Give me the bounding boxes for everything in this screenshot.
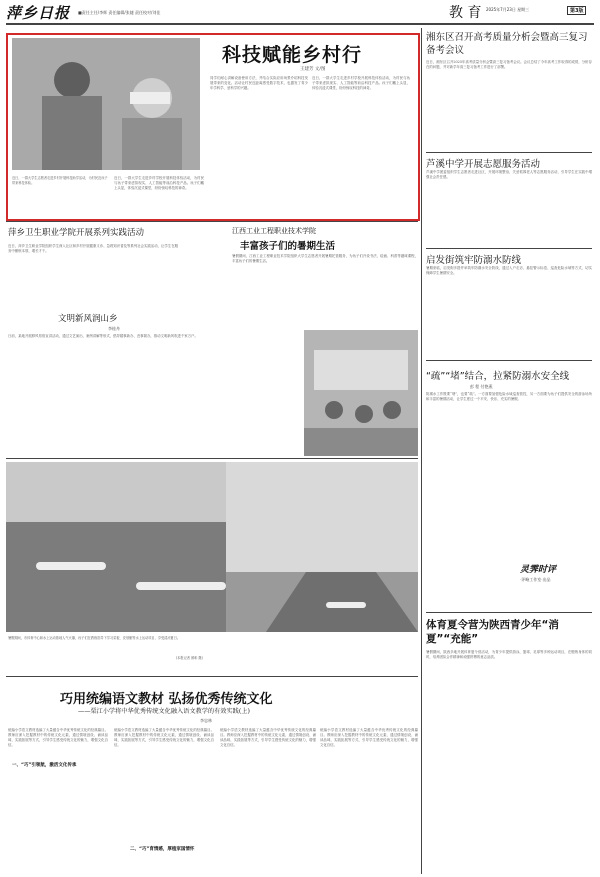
lead-photo (12, 38, 200, 170)
middle-article-3-body: 暑假期间，江西工业工程职业技术学院组织大学生志愿者开展暑期托管服务，为孩子们开设书法、绘画、科普等趣味课程，丰富孩子们的暑期生活。 (232, 254, 418, 263)
bottom-article-subhead-2: 二、“巧”育情感，厚植家国情怀 (130, 847, 195, 852)
lead-body-left: 近日，一群大学生走进乡村学校开展科技体验活动，为村民与孩子带来虚拟现实、人工智能等前沿科技产品。孩子们戴上头显，体验沉浸式课堂，纷纷惊叹科技的神奇。 (114, 176, 204, 190)
bottom-article-subtitle: ——栗江小学将中华优秀传统文化融入语文教学的有效实践(上) (78, 708, 250, 715)
pool-photo-caption: 暑假期间，市体育中心和水上运动基地人气火爆，孩子们在教练指导下学习桨板、皮划艇等水上运动项目，享受清凉夏日。 (8, 636, 181, 640)
divider (426, 152, 592, 153)
page-number: 第3版 (567, 6, 586, 15)
column-divider (421, 28, 422, 874)
right-article-5-body: 暑假期间，陕西多地开展体育夏令营活动，为青少年提供游泳、篮球、足球等多种运动项目，在锻炼身体的同时，培养团队合作精神和顽强拼搏的意志品质。 (426, 650, 592, 659)
newspaper-logo: 萍乡日报 (6, 4, 71, 22)
middle-article-2-body: 日前，某地开展移风易俗宣讲活动，通过文艺演出、案例讲解等形式，倡导婚事新办、丧事简办，推动文明新风吹进千家万户。 (8, 334, 198, 338)
lead-byline: 王建芳 文/图 (300, 67, 326, 72)
lead-headline: 科技赋能乡村行 (222, 44, 363, 66)
right-article-4-title: “疏”“堵”结合，拉紧防溺水安全线 (426, 371, 570, 382)
staff-credits: ■责任主任/李辉 责任编辑/张婕 责任校对/刘佳 (78, 10, 161, 15)
divider (426, 248, 592, 249)
bottom-article-title: 巧用统编语文教材 弘扬优秀传统文化 (60, 692, 273, 707)
bottom-article-col-4: 统编小学语文教材选编了大量蕴含中华优秀传统文化的经典篇目。教师应深入挖掘教材中的传统文化元素，通过情境创设、诵读品味、实践拓展等方式，引导学生感受传统文化的魅力，增强文化自信。 (320, 728, 418, 747)
section-divider (6, 458, 418, 459)
right-article-5-title: 体育夏令营为陕西青少年“消夏”“充能” (426, 619, 559, 645)
right-article-3-body: 暑期来临，启发街多措并举筑牢防溺水安全防线，通过入户走访、悬挂警示标语、巡查危险水域等方式，切实保障学生暑期安全。 (426, 266, 592, 275)
bottom-article-subhead-1: 一、“巧”引领航，激活文化传承 (12, 763, 77, 768)
right-article-2-body: 芦溪中学团委组织学生志愿者走进社区，开展环境整治、关爱孤寡老人等志愿服务活动，引导学生在实践中增强社会责任感。 (426, 170, 592, 179)
issue-date: 2025年7月23日 星期三 (486, 7, 530, 12)
middle-article-2-title: 文明新风润山乡 (58, 314, 118, 324)
pool-photo (6, 462, 418, 632)
lead-photo-caption: 近日，一群大学生志愿者走进乡村开展科技助学活动，为村民及孩子带来科技体验。 (12, 176, 108, 185)
middle-article-2-byline: 李桂舟 (108, 326, 120, 331)
right-article-2-title: 芦溪中学开展志愿服务活动 (426, 159, 541, 170)
right-article-3-title: 启发街筑牢防溺水防线 (426, 255, 522, 266)
middle-article-3-title: 丰富孩子们的暑期生活 (240, 241, 336, 252)
divider (426, 612, 592, 613)
right-article-4-byline: 彭 程 付艳燕 (470, 384, 493, 389)
section-name: 教 育 (449, 5, 482, 21)
right-article-1-body: 近日，湘东区召开2025年高考质量分析会暨高三复习备考会议。会议总结了今年高考工作取得的成绩，分析存在的问题，并对新学年高三复习备考工作进行了部署。 (426, 60, 592, 69)
right-article-4-body: 防溺水工作既要“堵”，也要“疏”。一方面要加强危险水域巡查管控，另一方面要为孩子们提供安全的游泳场所和丰富的暑期活动，让学生度过一个平安、快乐、充实的暑假。 (426, 392, 592, 401)
middle-article-1-title: 萍乡卫生职业学院开展系列实践活动 (8, 228, 145, 238)
section-divider (6, 676, 418, 677)
bottom-article-byline: 李忠林 (200, 718, 212, 723)
middle-article-3-kicker: 江西工业工程职业技术学院 (232, 227, 316, 235)
commentary-logo (520, 562, 592, 588)
middle-article-3-photo (304, 330, 418, 456)
masthead-rule (6, 23, 594, 25)
right-article-1-title: 湘东区召开高考质量分析会暨高三复习备考会议 (426, 32, 588, 56)
lead-body-right-2: 近日，一群大学生走进乡村学校开展科技体验活动，为村民与孩子带来虚拟现实、人工智能等前沿科技产品。孩子们戴上头显，体验沉浸式课堂，纷纷惊叹科技的神奇。 (312, 76, 410, 90)
lead-body-right-1: 同学们耐心讲解设备使用方法，并结合实际应用场景介绍科技发展带来的变化。活动让村民近距离感受数字技术，也激发了青少年学科学、爱科学的兴趣。 (210, 76, 308, 90)
pool-photo-credit: (本报记者 颜彰 摄) (176, 656, 203, 660)
middle-article-1-body: 近日，萍乡卫生职业学院组织学生深入社区和乡村开展健康义诊、急救知识普及等系列社会实践活动，让学生在服务中锤炼本领、增长才干。 (8, 244, 178, 253)
bottom-article-col-2: 统编小学语文教材选编了大量蕴含中华优秀传统文化的经典篇目。教师应深入挖掘教材中的传统文化元素，通过情境创设、诵读品味、实践拓展等方式，引导学生感受传统文化的魅力，增强文化自信。 (114, 728, 214, 747)
commentary-logo-text: 灵霁时评 (520, 565, 557, 575)
bottom-article-col-3: 统编小学语文教材选编了大量蕴含中华优秀传统文化的经典篇目。教师应深入挖掘教材中的传统文化元素，通过情境创设、诵读品味、实践拓展等方式，引导学生感受传统文化的魅力，增强文化自信。 (220, 728, 316, 747)
commentary-logo-sub: ·评略工作室·出品 (520, 577, 551, 582)
divider (426, 360, 592, 361)
bottom-article-col-1: 统编小学语文教材选编了大量蕴含中华优秀传统文化的经典篇目。教师应深入挖掘教材中的传统文化元素，通过情境创设、诵读品味、实践拓展等方式，引导学生感受传统文化的魅力，增强文化自信。 (8, 728, 108, 747)
section-divider (6, 221, 418, 222)
masthead (0, 0, 600, 24)
